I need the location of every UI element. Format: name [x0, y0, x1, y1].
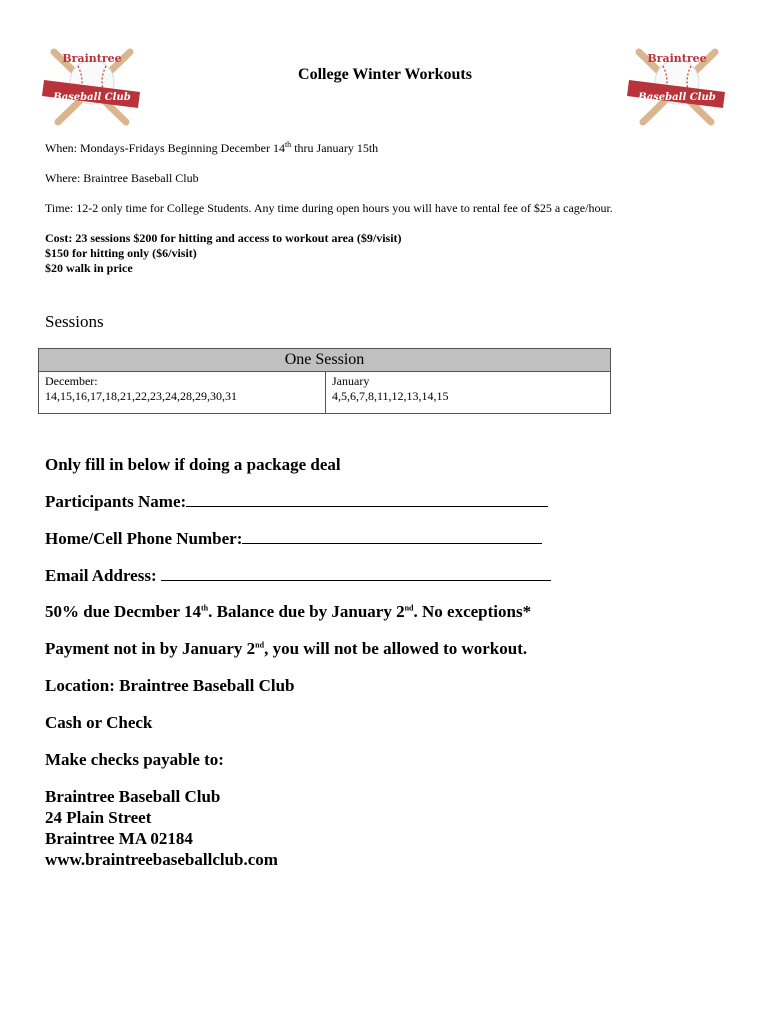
cost-line: $150 for hitting only ($6/visit) — [45, 246, 197, 260]
january-cell — [326, 372, 610, 414]
checks-payable-line: Make checks payable to: — [45, 750, 224, 769]
location-line: Location: Braintree Baseball Club — [45, 676, 295, 695]
when-line: When: Mondays-Fridays Beginning December 14th thru January 15th — [45, 140, 379, 155]
page-title: College Winter Workouts — [298, 66, 472, 83]
address-street: 24 Plain Street — [45, 808, 152, 827]
website-link[interactable]: www.braintreebaseballclub.com — [45, 850, 278, 869]
phone-number-blank[interactable] — [242, 529, 542, 544]
december-dates: 14,15,16,17,18,21,22,23,24,28,29,30,31 — [45, 389, 237, 403]
braintree-baseball-club-logo — [40, 42, 144, 130]
address-city: Braintree MA 02184 — [45, 829, 193, 848]
deposit-line: 50% due Decmber 14th. Balance due by January 2nd. No exceptions* — [45, 602, 532, 621]
braintree-baseball-club-logo — [625, 42, 729, 130]
logo-text-baseball-club: Baseball Club — [638, 92, 716, 103]
where-line: Where: Braintree Baseball Club — [45, 171, 199, 185]
january-label: January — [332, 374, 370, 388]
participants-name-blank[interactable] — [186, 492, 548, 507]
sessions-heading: Sessions — [45, 312, 104, 331]
session-table — [38, 348, 611, 414]
address-name: Braintree Baseball Club — [45, 787, 221, 806]
december-cell — [39, 372, 326, 414]
time-line: Time: 12-2 only time for College Students. Any time during open hours you will have to rental fee of $25 a cage/hour. — [45, 201, 613, 215]
cost-line: $20 walk in price — [45, 261, 133, 275]
logo-text-braintree: Braintree — [647, 52, 707, 65]
cash-or-check-line: Cash or Check — [45, 713, 153, 732]
phone-number-field: Home/Cell Phone Number: — [45, 529, 542, 549]
december-label: December: — [45, 374, 98, 388]
january-dates: 4,5,6,7,8,11,12,13,14,15 — [332, 389, 449, 403]
cost-line: Cost: 23 sessions $200 for hitting and access to workout area ($9/visit) — [45, 231, 402, 245]
logo-text-braintree: Braintree — [62, 52, 122, 65]
email-address-blank[interactable] — [161, 566, 551, 581]
participants-name-field: Participants Name: — [45, 492, 548, 512]
session-table-header: One Session — [39, 349, 610, 372]
package-note: Only fill in below if doing a package deal — [45, 455, 341, 474]
payment-line: Payment not in by January 2nd, you will not be allowed to workout. — [45, 639, 528, 658]
session-table-row — [39, 372, 610, 414]
logo-text-baseball-club: Baseball Club — [53, 92, 131, 103]
email-address-field: Email Address: — [45, 566, 551, 586]
